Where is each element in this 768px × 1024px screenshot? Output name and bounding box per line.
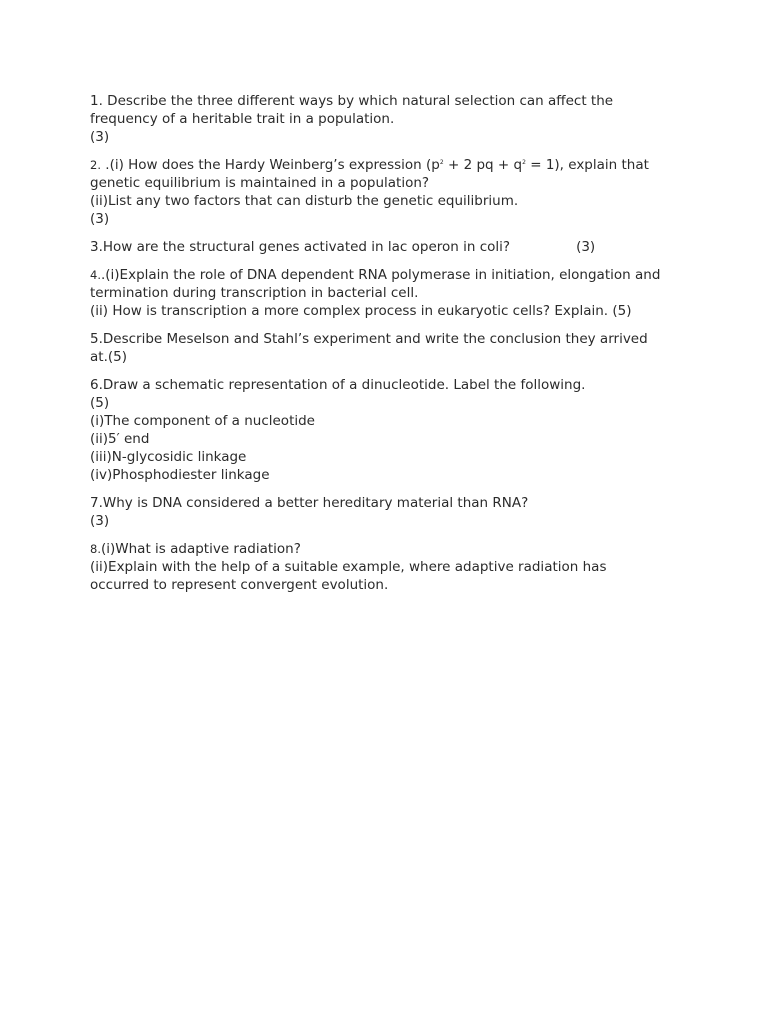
question-6-part-i: (i)The component of a nucleotide [90,413,315,429]
question-3-text: 3.How are the structural genes activated in lac operon in coli? [90,239,511,255]
question-7-line-1: 7.Why is DNA considered a better hereditary material than RNA? [90,495,529,511]
question-1 [90,92,690,146]
question-6-marks: (5) [90,395,110,411]
question-7 [90,494,690,530]
question-6 [90,376,690,484]
question-7-marks: (3) [90,513,110,529]
question-2-line-1-part-a: .(i) How does the Hardy Weinberg’s expression (p [100,157,440,173]
question-2-number: 2. [90,158,101,172]
superscript-p: 2 [439,159,444,166]
question-6-line-1: 6.Draw a schematic representation of a dinucleotide. Label the following. [90,377,586,393]
question-6-part-iv: (iv)Phosphodiester linkage [90,467,270,483]
question-4 [90,266,690,320]
question-2 [90,156,690,228]
question-8-line-1 [90,540,690,558]
question-8-line-3: occurred to represent convergent evolution. [90,577,389,593]
question-5-line-2: at.(5) [90,349,127,365]
question-8-line-2: (ii)Explain with the help of a suitable example, where adaptive radiation has [90,559,607,575]
question-2-line-1 [90,156,690,174]
question-1-marks: (3) [90,129,110,145]
question-4-line-3: (ii) How is transcription a more complex process in eukaryotic cells? Explain. (5) [90,303,632,319]
question-5 [90,330,690,366]
question-sheet [90,92,690,604]
question-6-part-iii: (iii)N-glycosidic linkage [90,449,247,465]
question-8-line-1-text: (i)What is adaptive radiation? [100,541,301,557]
question-2-line-3: (ii)List any two factors that can disturb the genetic equilibrium. [90,193,519,209]
question-6-part-ii: (ii)5′ end [90,431,150,447]
question-3 [90,238,690,256]
question-1-line-1: 1. Describe the three different ways by which natural selection can affect the [90,93,614,109]
superscript-q: 2 [522,159,526,166]
question-8-number: 8. [90,542,101,556]
question-2-line-2: genetic equilibrium is maintained in a population? [90,175,430,191]
question-3-line-1 [90,238,690,256]
question-3-marks: (3) [576,239,596,255]
question-5-line-1: 5.Describe Meselson and Stahl’s experiment and write the conclusion they arrived [90,331,648,347]
question-4-number: 4. [90,268,101,282]
question-4-line-1-text: .(i)Explain the role of DNA dependent RNA polymerase in initiation, elongation and [100,267,661,283]
question-8 [90,540,690,594]
question-4-line-1 [90,266,690,284]
question-4-line-2: termination during transcription in bacterial cell. [90,285,419,301]
question-2-line-1-part-b: + 2 pq + q [443,157,523,173]
question-2-marks: (3) [90,211,110,227]
question-2-line-1-part-c: = 1), explain that [525,157,649,173]
question-1-line-2: frequency of a heritable trait in a population. [90,111,395,127]
